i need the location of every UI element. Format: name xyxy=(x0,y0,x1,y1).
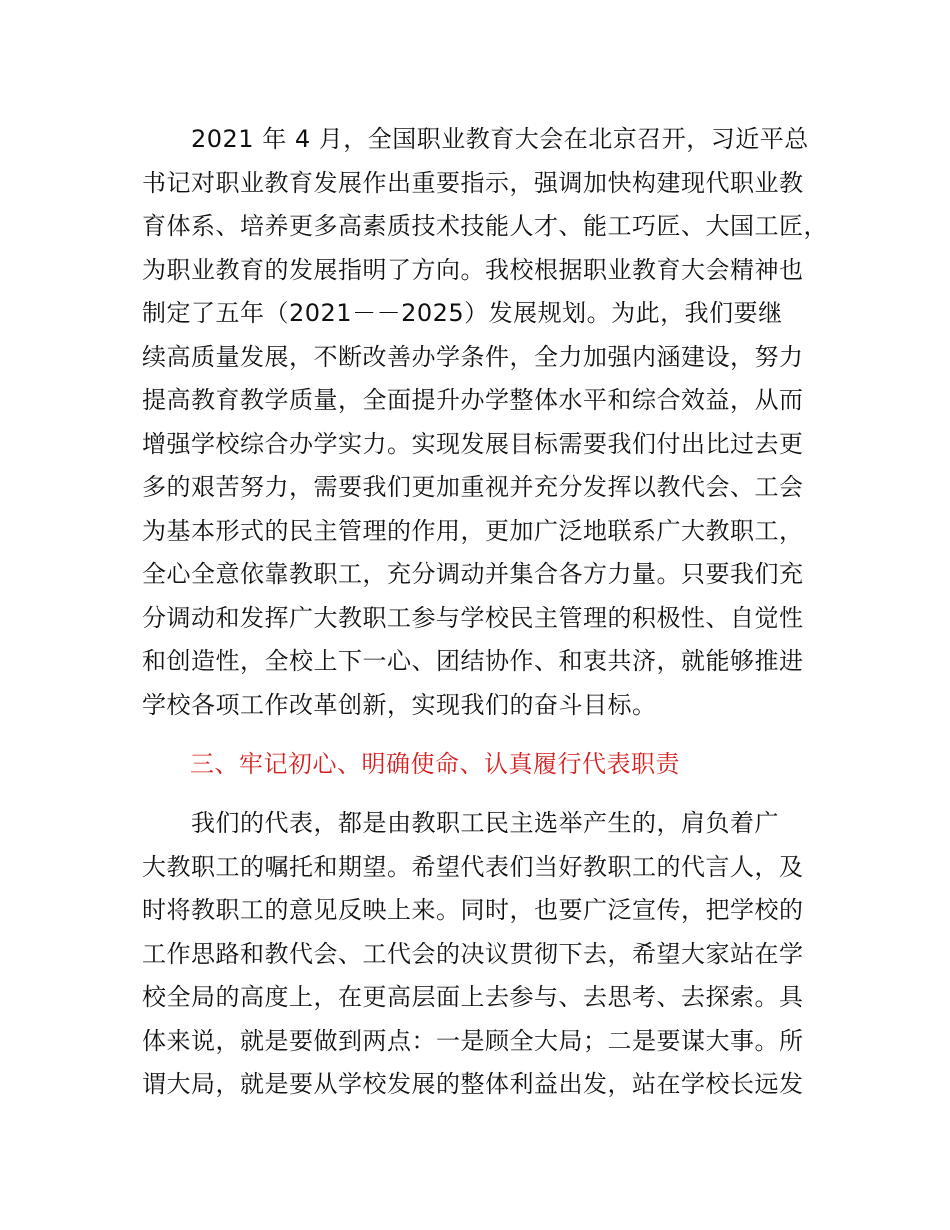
text-line: 制定了五年（2021－－2025）发展规划。为此，我们要继 xyxy=(142,299,783,327)
text-line: 学校各项工作改革创新，实现我们的奋斗目标。 xyxy=(142,690,657,719)
text-line: 2021 年 4 月，全国职业教育大会在北京召开，习近平总 xyxy=(142,125,809,153)
paragraph-representatives xyxy=(142,802,842,1107)
text-line: 全心全意依靠教职工，充分调动并集合各方力量。只要我们充 xyxy=(142,560,804,588)
text-line: 谓大局，就是要从学校发展的整体利益出发，站在学校长远发 xyxy=(142,1070,804,1098)
text-line: 增强学校综合办学实力。实现发展目标需要我们付出比过去更 xyxy=(142,429,804,458)
text-line: 育体系、培养更多高素质技术技能人才、能工巧匠、大国工匠， xyxy=(142,212,828,240)
text-line: 大教职工的嘱托和期望。希望代表们当好教职工的代言人，及 xyxy=(142,852,804,881)
text-line: 我们的代表，都是由教职工民主选举产生的，肩负着广 xyxy=(142,809,779,837)
text-line: 和创造性，全校上下一心、团结协作、和衷共济，就能够推进 xyxy=(142,647,804,675)
text-line: 提高教育教学质量，全面提升办学整体水平和综合效益，从而 xyxy=(142,386,804,414)
paragraph-development-plan xyxy=(142,118,842,727)
text-line: 为职业教育的发展指明了方向。我校根据职业教育大会精神也 xyxy=(142,255,804,284)
text-line: 书记对职业教育发展作出重要指示，强调加快构建现代职业教 xyxy=(142,168,804,197)
text-line: 工作思路和教代会、工代会的决议贯彻下去，希望大家站在学 xyxy=(142,939,804,968)
section-heading: 三、牢记初心、明确使命、认真履行代表职责 xyxy=(190,750,680,778)
text-line: 校全局的高度上，在更高层面上去参与、去思考、去探索。具 xyxy=(142,983,804,1011)
text-line: 分调动和发挥广大教职工参与学校民主管理的积极性、自觉性 xyxy=(142,603,804,632)
text-line: 为基本形式的民主管理的作用，更加广泛地联系广大教职工， xyxy=(142,516,804,545)
text-line: 时将教职工的意见反映上来。同时，也要广泛宣传，把学校的 xyxy=(142,896,804,924)
text-line: 续高质量发展，不断改善办学条件，全力加强内涵建设，努力 xyxy=(142,342,804,371)
text-line: 体来说，就是要做到两点：一是顾全大局；二是要谋大事。所 xyxy=(142,1026,804,1055)
text-line: 多的艰苦努力，需要我们更加重视并充分发挥以教代会、工会 xyxy=(142,473,804,501)
